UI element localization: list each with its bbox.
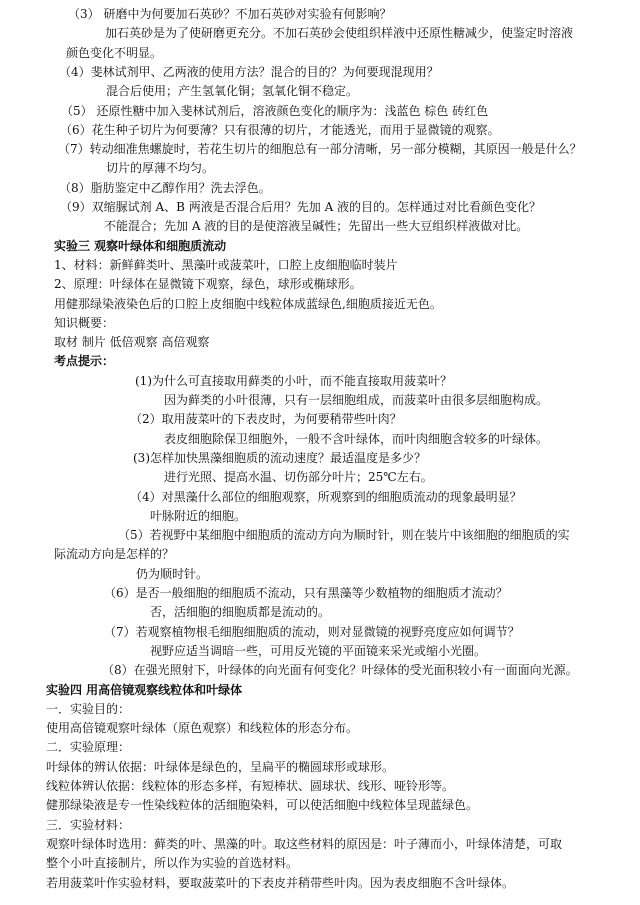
exp4-spinach-note: 若用菠菜叶作实验材料，要取菠菜叶的下表皮并稍带些叶肉。因为表皮细胞不含叶绿体。	[46, 875, 515, 890]
answer-3-cont: 颜色变化不明显。	[66, 45, 163, 60]
exp4-purpose-label: 一．实验目的：	[46, 701, 131, 716]
exp4-janus-green: 健那绿染液是专一性染线粒体的活细胞染料，可以使活细胞中线粒体呈现蓝绿色。	[46, 798, 479, 813]
tip-1-answer: 因为藓类的小叶很薄，只有一层细胞组成，而菠菜叶由很多层细胞构成。	[164, 393, 549, 407]
exp4-materials-choice-cont: 整个小叶直接制片，所以作为实验的首选材料。	[46, 856, 299, 871]
exp4-materials-choice: 观察叶绿体时选用：藓类的叶、黑藻的叶。取这些材料的原因是：叶子薄而小，叶绿体清楚，可取	[46, 836, 563, 851]
tip-4-question: （4）对黑藻什么部位的细胞观察，所观察到的细胞质流动的现象最明显？	[130, 489, 522, 504]
exp4-chloroplast-id: 叶绿体的辨认依据：叶绿体是绿色的，呈扁平的椭圆球形或球形。	[46, 759, 395, 774]
question-9: （9）双缩脲试剂 A、B 两液是否混合后用？先加 A 液的目的。怎样通过对比看颜色变化？	[60, 200, 542, 214]
tip-3-answer: 进行光照、提高水温、切伤部分叶片；25℃左右。	[164, 470, 433, 485]
tip-7-answer: 视野应适当调暗一些，可用反光镜的平面镜来采光或缩小光圈。	[150, 643, 487, 658]
tip-1-question: (1)为什么可直接取用藓类的小叶，而不能直接取用菠菜叶？	[135, 373, 453, 388]
exp3-materials: 1、材料：新鲜藓类叶、黑藻叶或菠菜叶，口腔上皮细胞临时装片	[54, 257, 398, 272]
tip-2-question: （2）取用菠菜叶的下表皮时，为何要稍带些叶肉？	[130, 412, 402, 427]
exp4-purpose: 使用高倍镜观察叶绿体（原色观察）和线粒体的形态分布。	[46, 721, 359, 736]
answer-7: 切片的厚薄不均匀。	[106, 161, 215, 176]
tip-5-question-cont: 际流动方向是怎样的？	[54, 547, 175, 562]
question-7: （7）转动细准焦螺旋时，若花生切片的细胞总有一部分清晰，另一部分模糊，其原因一般是什么？	[58, 142, 582, 157]
tip-6-answer: 否，活细胞的细胞质都是流动的。	[150, 605, 331, 620]
tip-4-answer: 叶脉附近的细胞。	[150, 508, 247, 523]
section-heading-exp3: 实验三 观察叶绿体和细胞质流动	[54, 238, 227, 253]
question-6: （6）花生种子切片为何要薄？只有很薄的切片，才能透光，而用于显微镜的观察。	[60, 122, 500, 137]
knowledge-overview-label: 知识概要：	[54, 315, 115, 330]
tip-8-question: （8）在强光照射下，叶绿体的向光面有何变化？叶绿体的受光面积较小有一面面向光源。	[102, 663, 578, 678]
tip-2-answer: 表皮细胞除保卫细胞外，一般不含叶绿体，而叶肉细胞含较多的叶绿体。	[164, 431, 549, 446]
question-4: （4）斐林试剂甲、乙两液的使用方法？混合的目的？为何要现混现用？	[59, 64, 439, 79]
answer-9: 不能混合；先加 A 液的目的是使溶液呈碱性；先留出一些大豆组织样液做对比。	[104, 219, 529, 234]
tip-7-question: （7）若观察植物根毛细胞细胞质的流动，则对显微镜的视野亮度应如何调节？	[104, 624, 520, 639]
exam-tips-heading: 考点提示：	[54, 354, 115, 369]
tip-5-question: （5）若视野中某细胞中细胞质的流动方向为顺时针，则在装片中该细胞的细胞质的实	[118, 528, 570, 543]
exp4-materials-label: 三．实验材料：	[46, 817, 131, 832]
exp4-principle-label: 二．实验原理：	[46, 740, 131, 755]
tip-6-question: （6）是否一般细胞的细胞质不流动，只有黑藻等少数植物的细胞质才流动？	[104, 586, 508, 600]
section-heading-exp4: 实验四 用高倍镜观察线粒体和叶绿体	[46, 682, 243, 697]
knowledge-overview-steps: 取材 制片 低倍观察 高倍观察	[54, 335, 210, 350]
tip-3-question: (3)怎样加快黑藻细胞质的流动速度？最适温度是多少？	[133, 450, 427, 465]
exp3-principle-cont: 用健那绿染液染色后的口腔上皮细胞中线粒体成蓝绿色,细胞质接近无色。	[54, 296, 442, 311]
answer-3: 加石英砂是为了使研磨更充分。不加石英砂会使组织样液中还原性糖减少，使鉴定时溶液	[105, 26, 574, 41]
tip-5-answer: 仍为顺时针。	[136, 566, 209, 581]
question-8: （8）脂肪鉴定中乙醇作用？洗去浮色。	[59, 180, 271, 195]
answer-4: 混合后使用；产生氢氧化铜；氢氧化铜不稳定。	[106, 84, 359, 99]
question-5: （5） 还原性糖中加入斐林试剂后，溶液颜色变化的顺序为：浅蓝色 棕色 砖红色	[61, 103, 489, 118]
question-3: （3） 研磨中为何要加石英砂？不加石英砂对实验有何影响？	[68, 7, 392, 21]
exp3-principle: 2、原理：叶绿体在显微镜下观察，绿色，球形或椭球形。	[54, 277, 362, 292]
exp4-mito-id: 线粒体辨认依据：线粒体的形态多样，有短棒状、圆球状、线形、哑铃形等。	[46, 779, 455, 793]
